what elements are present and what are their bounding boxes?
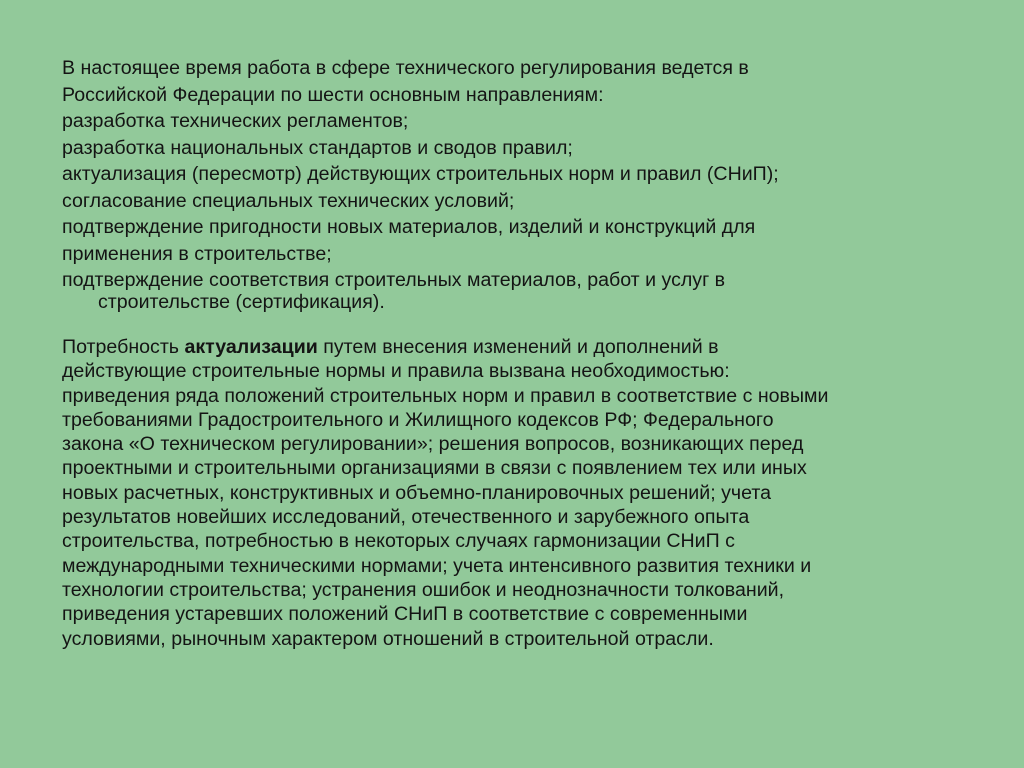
emphasis-term: актуализации — [184, 336, 318, 358]
paragraph-line: результатов новейших исследований, отечественного и зарубежного опыта — [62, 506, 750, 529]
paragraph-line: закона «О техническом регулировании»; решения вопросов, возникающих перед — [62, 433, 804, 456]
list-item-continuation: применения в строительстве; — [62, 242, 332, 265]
paragraph-lead: Потребность — [62, 336, 185, 358]
paragraph-lead-rest: путем внесения изменений и дополнений в — [317, 336, 719, 358]
paragraph-line: технологии строительства; устранения ошибок и неоднозначности толкований, — [62, 578, 785, 601]
paragraph-line: требованиями Градостроительного и Жилищного кодексов РФ; Федерального — [62, 408, 774, 431]
paragraph-line — [62, 335, 962, 359]
list-item: согласование специальных технических условий; — [62, 189, 515, 212]
paragraph-line: приведения устаревших положений СНиП в соответствие с современными — [62, 603, 748, 626]
paragraph-line: строительства, потребностью в некоторых случаях гармонизации СНиП с — [62, 530, 735, 553]
list-item-continuation: строительстве (сертификация). — [98, 291, 385, 313]
intro-line: В настоящее время работа в сфере технического регулирования ведется в — [62, 57, 749, 79]
list-item: подтверждение соответствия строительных материалов, работ и услуг в — [62, 269, 726, 291]
paragraph-line: условиями, рыночным характером отношений в строительной отрасли. — [62, 627, 714, 650]
paragraph-line: действующие строительные нормы и правила вызвана необходимостью: — [62, 360, 730, 383]
slide-content — [62, 55, 962, 651]
paragraph-line: международными техническими нормами; учета интенсивного развития техники и — [62, 554, 812, 577]
paragraph-line: приведения ряда положений строительных норм и правил в соответствие с новыми — [62, 384, 829, 407]
paragraph-line: проектными и строительными организациями в связи с появлением тех или иных — [62, 457, 807, 480]
list-item: разработка технических регламентов; — [62, 110, 409, 132]
list-item: подтверждение пригодности новых материалов, изделий и конструкций для — [62, 216, 756, 238]
list-item: актуализация (пересмотр) действующих строительных норм и правил (СНиП); — [62, 163, 779, 185]
directions-list — [62, 55, 962, 313]
paragraph-line: новых расчетных, конструктивных и объемно-планировочных решений; учета — [62, 481, 771, 504]
actualization-paragraph — [62, 335, 962, 651]
list-item: разработка национальных стандартов и сводов правил; — [62, 136, 573, 159]
intro-line: Российской Федерации по шести основным направлениям: — [62, 83, 604, 106]
